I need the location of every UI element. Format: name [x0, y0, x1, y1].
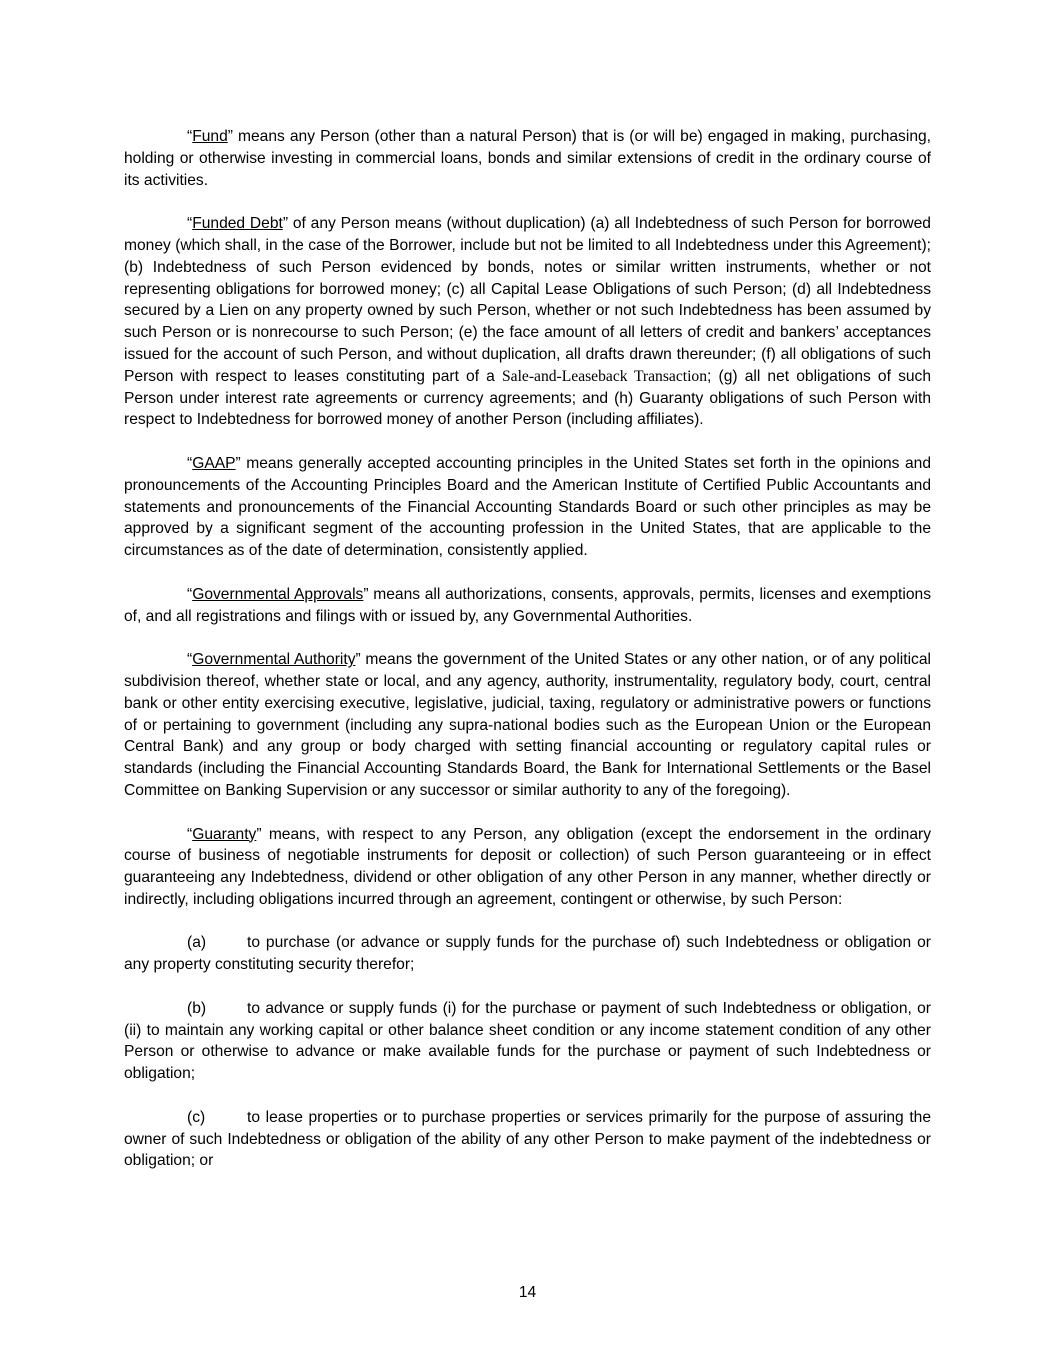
- page-number: 14: [518, 1284, 537, 1301]
- guaranty-item-b: [124, 998, 931, 1085]
- definition-guaranty: [124, 824, 931, 911]
- guaranty-item-c: [124, 1107, 931, 1172]
- item-text: to advance or supply funds (i) for the purchase or payment of such Indebtedness or obligation, or (ii) to maintain any working capital or other balance sheet condition or any income statement condition of any other Person or otherwise to advance or make available funds for the purchase or payment of such Indebtedness or obligation;: [124, 999, 931, 1083]
- item-text: to purchase (or advance or supply funds for the purchase of) such Indebtedness or obligation or any property constituting security therefor;: [124, 934, 931, 974]
- defined-term-gaap: GAAP: [192, 454, 236, 472]
- definition-text: ” means any Person (other than a natural Person) that is (or will be) engaged in making, purchasing, holding or otherwise investing in commercial loans, bonds and similar extensions of credit in the ordinary course of its activities.: [124, 128, 931, 189]
- definition-governmental-approvals: [124, 584, 931, 628]
- open-quote: “: [187, 651, 193, 669]
- document-page: [124, 126, 931, 1194]
- definition-text: ” means all authorizations, consents, approvals, permits, licenses and exemptions of, and all registrations and filings with or issued by, any Governmental Authorities.: [124, 585, 931, 625]
- item-letter: (c): [187, 1108, 206, 1126]
- item-letter: (b): [187, 999, 207, 1017]
- definition-text-continued: ; (g) all net obligations of such Person under interest rate agreements or currency agreements; and (h) Guaranty obligations of such Person with respect to Indebtedness for borrowed money of another Person (including affiliates).: [124, 367, 932, 429]
- open-quote: “: [187, 585, 193, 603]
- sale-leaseback-term: Sale-and-Leaseback Transaction: [502, 367, 708, 385]
- definition-gaap: [124, 453, 931, 562]
- open-quote: “: [187, 454, 193, 472]
- defined-term-guaranty: Guaranty: [192, 825, 257, 843]
- defined-term-governmental-authority: Governmental Authority: [192, 651, 356, 669]
- definition-fund: [124, 126, 931, 191]
- definition-funded-debt: [124, 213, 931, 431]
- item-letter: (a): [187, 934, 207, 952]
- definition-text: ” means, with respect to any Person, any obligation (except the endorsement in the ordinary course of business of negotiable instruments for deposit or collection) of such Person guaranteeing or in effect guaranteeing any Indebtedness, dividend or other obligation of any other Person in any manner, whether directly or indirectly, including obligations incurred through an agreement, contingent or otherwise, by such Person:: [124, 825, 931, 908]
- defined-term-funded-debt: Funded Debt: [192, 215, 283, 233]
- open-quote: “: [187, 215, 193, 233]
- open-quote: “: [187, 128, 193, 145]
- defined-term-fund: Fund: [192, 128, 228, 145]
- definition-text: ” of any Person means (without duplication) (a) all Indebtedness of such Person for borrowed money (which shall, in the case of the Borrower, include but not be limited to all Indebtedness under this Agreement); (b) Indebtedness of such Person evidenced by bonds, notes or similar written instruments, whether or not representing obligations for borrowed money; (c) all Capital Lease Obligations of such Person; (d) all Indebtedness secured by a Lien on any property owned by such Person, whether or not such Indebtedness has been assumed by such Person or is nonrecourse to such Person; (e) the face amount of all letters of credit and bankers’ acceptances issued for the account of such Person, and without duplication, all drafts drawn thereunder; (f) all obligations of such Person with respect to leases constituting part of a: [124, 215, 931, 385]
- open-quote: “: [187, 825, 193, 843]
- definition-governmental-authority: [124, 649, 931, 802]
- defined-term-governmental-approvals: Governmental Approvals: [192, 585, 364, 603]
- definition-text: ” means the government of the United States or any other nation, or of any political subdivision thereof, whether state or local, and any agency, authority, instrumentality, regulatory body, court, central bank or other entity exercising executive, legislative, judicial, taxing, regulatory or administrative powers or functions of or pertaining to government (including any supra-national bodies such as the European Union or the European Central Bank) and any group or body charged with setting financial accounting or regulatory capital rules or standards (including the Financial Accounting Standards Board, the Bank for International Settlements or the Basel Committee on Banking Supervision or any successor or similar authority to any of the foregoing).: [124, 651, 931, 799]
- guaranty-item-a: [124, 932, 931, 976]
- definition-text: ” means generally accepted accounting principles in the United States set forth in the opinions and pronouncements of the Accounting Principles Board and the American Institute of Certified Public Accountants and statements and pronouncements of the Financial Accounting Standards Board or such other principles as may be approved by a significant segment of the accounting profession in the United States, that are applicable to the circumstances as of the date of determination, consistently applied.: [124, 454, 931, 560]
- item-text: to lease properties or to purchase properties or services primarily for the purpose of assuring the owner of such Indebtedness or obligation of the ability of any other Person to make payment of the indebtedness or obligation; or: [124, 1108, 931, 1170]
